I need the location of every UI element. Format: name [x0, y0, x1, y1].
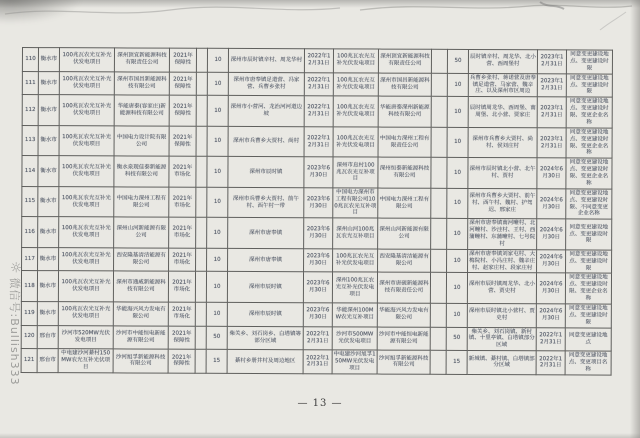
table-cell-blank2 — [430, 303, 446, 327]
table-cell-old-company: 中国电力设计院有限公司 — [114, 126, 169, 157]
table-cell-old-capacity: 10 — [207, 187, 228, 218]
table-cell-old-capacity: 10 — [207, 248, 228, 272]
table-cell-new-project: 沙河市500MW光伏发电项目 — [332, 326, 377, 350]
table-cell-new-capacity: 50 — [447, 49, 468, 73]
table-cell-new-company: 沙河市中能恒电新能源有限公司 — [377, 327, 430, 351]
table-cell-no: 120 — [21, 325, 37, 349]
table-cell-old-capacity: 10 — [207, 218, 228, 249]
table-cell-new-capacity: 10 — [447, 249, 468, 273]
table-cell-new-capacity: 15 — [446, 350, 467, 374]
table-row — [21, 271, 611, 304]
table-cell-city: 邢台市 — [37, 349, 58, 373]
table-cell-blank2 — [430, 273, 446, 304]
table-cell-old-company: 西安隆基清洁能源有限公司 — [114, 248, 169, 272]
table-cell-old-company: 深州顶宜新能源科技有限责任公司 — [114, 48, 169, 72]
table-cell-old-deadline: 2023年6月30日 — [304, 248, 333, 272]
table-cell-city: 衡水市 — [38, 95, 59, 126]
table-cell-plan-type: 2021年保障性 — [169, 126, 196, 157]
table-cell-blank2 — [430, 327, 446, 351]
scan-smudge-top-left — [0, 0, 82, 24]
table-cell-old-deadline: 2022年12月31日 — [303, 326, 332, 350]
table-cell-new-deadline: 2023年12月31日 — [537, 50, 566, 74]
table-cell-no: 117 — [22, 247, 38, 271]
table-cell-plan-type: 2021年保障性 — [169, 48, 196, 72]
table-cell-new-project: 深州山河100兆瓦农光互补项目 — [333, 218, 378, 249]
page-number: — 13 — — [297, 398, 343, 409]
table-cell-old-project: 100兆瓦农光互补光伏发电项目 — [59, 71, 114, 95]
table-cell-blank1 — [196, 48, 207, 72]
table-cell-old-capacity: 10 — [206, 302, 227, 326]
table-cell-city: 衡水市 — [38, 247, 59, 271]
table-cell-new-deadline: 2024年6月30日 — [537, 158, 566, 189]
table-cell-old-project: 100兆瓦农光互补光伏发电项目 — [59, 247, 114, 271]
table-cell-old-project: 100兆瓦农光互补光伏发电项目 — [59, 95, 114, 126]
table-cell-no: 116 — [22, 217, 38, 248]
table-cell-old-capacity: 10 — [206, 272, 227, 303]
table-cell-plan-type: 2021年保障性 — [168, 326, 195, 350]
table-cell-old-project: 100兆瓦农光互补光伏发电项目 — [59, 125, 114, 156]
table-cell-no: 112 — [22, 95, 38, 126]
table-cell-city: 衡水市 — [37, 271, 58, 302]
table-cell-city: 衡水市 — [38, 186, 59, 217]
table-cell-old-company: 沙河旭孚新能源科技有限公司 — [113, 349, 168, 373]
table-cell-new-capacity: 50 — [446, 327, 467, 351]
table-cell-blank1 — [195, 302, 206, 326]
table-cell-blank1 — [196, 157, 207, 188]
table-cell-remark: 同意变更建设地点、变更建设时限、变更企业名称 — [565, 273, 611, 304]
table-cell-blank2 — [430, 350, 446, 374]
table-cell-new-location: 柴关乡、刘石岗镇、新村镇、十里亭镇、白塔镇部分区域 — [467, 327, 536, 351]
table-cell-remark: 同意变更建设地点、变更建设时限 — [566, 50, 612, 74]
table-cell-plan-type: 2021年保障性 — [169, 95, 196, 126]
table-cell-new-company: 西安隆基清洁能源有限公司 — [378, 249, 431, 273]
table-cell-new-location: 辰时镇辛村、周龙华、北小营、西周堡村 — [468, 49, 537, 73]
table-cell-plan-type: 2021年市场化 — [168, 302, 195, 326]
table-cell-blank1 — [196, 218, 207, 249]
table-cell-blank2 — [431, 219, 447, 250]
table-cell-old-deadline: 2023年6月30日 — [303, 303, 332, 327]
table-cell-blank1 — [195, 326, 206, 350]
table-cell-new-deadline: 2023年12月31日 — [537, 73, 566, 97]
table-cell-new-location: 深州市辰时镇周龙华、北小营、贾史村 — [467, 273, 536, 304]
table-cell-no: 114 — [22, 156, 38, 187]
table-cell-blank2 — [431, 97, 447, 128]
table-cell-blank2 — [431, 249, 447, 273]
table-cell-new-company: 深州山河新能源有限公司 — [378, 218, 431, 249]
table-cell-old-project: 100兆瓦农光互补光伏发电项目 — [59, 217, 114, 248]
table-cell-blank2 — [431, 49, 447, 73]
table-cell-new-deadline: 2022年12月31日 — [536, 327, 565, 351]
table-cell-new-company: 深州市国昌新能源科技有限公司 — [378, 73, 431, 97]
table-cell-new-capacity: 10 — [447, 73, 468, 97]
table-cell-remark: 同意变更建设地点、变更建设时限 — [566, 219, 612, 250]
table-row — [22, 125, 612, 158]
table-cell-old-company: 华能海兴风力发电有限公司 — [113, 302, 168, 326]
table-cell-city: 衡水市 — [37, 301, 58, 325]
table-cell-remark: 同意变更建设地点、变更建设时限、变更企业名称 — [566, 128, 612, 159]
table-cell-new-company: 深州顶宜新能源科技有限责任公司 — [378, 49, 431, 73]
table-row — [21, 301, 611, 327]
table-cell-old-company: 衡水泉现佳泰新能源科技有限公司 — [114, 156, 169, 187]
table-cell-new-project: 中国电力深州市工程有限公司100兆瓦农光互补项目 — [333, 188, 378, 219]
table-cell-remark: 同意变更建设地点、变更建设时限 — [565, 304, 611, 328]
table-cell-new-company: 华能海兴风力发电有限公司 — [377, 303, 430, 327]
table-cell-old-location: 深州市兵曹乡大贾村、前午村、西午村一带 — [228, 187, 304, 218]
table-cell-old-project: 沙河市520MW光伏发电项目 — [58, 325, 113, 349]
table-cell-old-location: 深州市唐奉镇足道营、冯家营、兵曹乡张村 — [228, 72, 304, 96]
watermark — [6, 261, 24, 413]
table-cell-blank2 — [431, 188, 447, 219]
table-cell-no: 110 — [22, 48, 38, 72]
table-cell-plan-type: 2021年市场化 — [169, 156, 196, 187]
table-cell-new-capacity: 10 — [447, 158, 468, 189]
table-cell-old-deadline: 2023年6月30日 — [304, 218, 333, 249]
table-cell-old-capacity: 50 — [206, 326, 227, 350]
table-cell-new-location: 辰时镇周龙华、西周堡、南周堡、北小营、贾家庄 — [468, 97, 537, 128]
table-cell-remark: 同意变更建设地点 — [565, 327, 611, 351]
table-cell-old-company: 华能唐泰(容家庄)新能源科技有限公司 — [114, 95, 169, 126]
watermark-text: 微信号:Bullish333 — [8, 277, 21, 386]
table-cell-new-capacity: 10 — [447, 127, 468, 158]
table-cell-remark: 同意变更建设地点、变更建设时限 — [566, 250, 612, 274]
table-cell-old-deadline: 2022年12月31日 — [304, 126, 333, 157]
table-cell-no: 111 — [22, 71, 38, 95]
table-cell-old-project: 100兆瓦农光互补光伏发电项目 — [58, 302, 113, 326]
table-cell-old-capacity: 10 — [207, 96, 228, 127]
table-cell-new-deadline: 2024年6月30日 — [537, 249, 566, 273]
table-cell-new-location: 新城镇、綦村镇、白塔镇部分区域 — [467, 351, 536, 375]
table-cell-blank1 — [196, 187, 207, 218]
table-cell-new-capacity: 10 — [447, 219, 468, 250]
table-cell-remark: 同意变更建设地点、变更建设时限、变更企业名称 — [566, 97, 612, 128]
table-cell-new-company: 沙河旭孚新能源科技有限公司 — [377, 350, 430, 374]
table-cell-new-deadline: 2022年12月31日 — [536, 351, 565, 375]
table-cell-city: 衡水市 — [38, 71, 59, 95]
table-row — [22, 71, 612, 97]
table-cell-new-company: 深州市唐砚新能源科技有限责任公司 — [377, 272, 430, 303]
table-cell-new-deadline: 2024年6月30日 — [536, 273, 565, 304]
table-row — [22, 247, 612, 273]
table-cell-new-location: 深州市辰时镇北小营、北午村、贾村 — [468, 158, 537, 189]
table-cell-new-company: 华能唐泰深州新能源科技有限公司 — [378, 96, 431, 127]
table-cell-old-company: 中国电力深州工程有限公司 — [114, 187, 169, 218]
table-cell-blank1 — [196, 72, 207, 96]
table-cell-blank2 — [431, 127, 447, 158]
table-cell-city: 邢台市 — [37, 325, 58, 349]
table-row — [21, 325, 611, 351]
table-cell-old-capacity: 10 — [207, 126, 228, 157]
table-cell-blank1 — [196, 248, 207, 272]
table-cell-old-project: 100兆瓦农光互补光伏发电项目 — [59, 48, 114, 72]
table-cell-blank1 — [195, 272, 206, 303]
table-cell-new-project: 100兆瓦农光互补光伏发电项目 — [333, 96, 378, 127]
table-cell-new-location: 深州市唐奉镇刘家屯村、大梅院村、小冯庄村、魏辛庄村、赵家庄村、段家庄村 — [468, 249, 537, 273]
table-cell-new-location: 兵曹乡张村、蒋诺营及唐奉镇足道营、马家营、魏辛庄、以及深州市区周边 — [468, 73, 537, 97]
table-cell-new-project: 100兆瓦农光互补光伏发电项目 — [333, 127, 378, 158]
table-cell-new-location: 深州市兵曹乡大贾村、前午村、西午村、魏村、护驾迟、邢家庄 — [468, 188, 537, 219]
table-cell-new-project: 中电建沙河旭孚150MW光伏发电项目 — [332, 350, 377, 374]
table-row — [21, 349, 611, 375]
table-cell-old-location: 深州市辰时镇 — [227, 302, 303, 326]
table-cell-new-capacity: 10 — [446, 303, 467, 327]
table-row — [22, 48, 612, 74]
table-cell-remark: 同意变更建设地点、变更项目名称 — [565, 351, 611, 375]
table-cell-plan-type: 2021年市场化 — [169, 187, 196, 218]
table-row — [22, 95, 612, 128]
table-cell-city: 衡水市 — [38, 48, 59, 72]
table-cell-city: 衡水市 — [38, 125, 59, 156]
table-cell-plan-type: 2021年保障性 — [168, 349, 195, 373]
table-cell-new-deadline: 2024年6月30日 — [537, 188, 566, 219]
table-cell-new-location: 深州市唐奉镇南河疃村、北河疃村、沙洼村、王村、西蒲疃村、东蒲疃村、七号院村 — [468, 219, 537, 250]
table-cell-plan-type: 2021年市场化 — [168, 272, 195, 303]
table-cell-old-company: 深州山河新能源有限公司 — [114, 217, 169, 248]
table-cell-new-project: 华能深州100MW农光互补项目 — [332, 303, 377, 327]
table-cell-new-capacity: 10 — [447, 188, 468, 219]
table-cell-old-company: 深州市国昌新能源科技有限公司 — [114, 72, 169, 96]
table-cell-old-deadline: 2022年12月31日 — [304, 96, 333, 127]
table-cell-old-deadline: 2022年12月31日 — [304, 72, 333, 96]
table-cell-plan-type: 2021年市场化 — [169, 248, 196, 272]
table-cell-new-location: 深州市兵曹乡大贾村、尚村、侯刘庄村 — [468, 127, 537, 158]
table-cell-new-deadline: 2024年6月30日 — [537, 219, 566, 250]
table-cell-old-capacity: 10 — [207, 157, 228, 188]
table-cell-new-company: 深州恒泰新能源科技有限公司 — [378, 157, 431, 188]
table-cell-new-deadline: 2023年12月31日 — [537, 127, 566, 158]
table-cell-no: 113 — [22, 125, 38, 156]
table-cell-old-company: 沙河市中能恒电新能源有限公司 — [113, 325, 168, 349]
table-cell-old-deadline: 2023年6月30日 — [304, 157, 333, 188]
table-cell-old-location: 深州市辰时镇 — [227, 272, 303, 303]
table-cell-new-capacity: 10 — [446, 273, 467, 304]
table-cell-no: 119 — [21, 301, 37, 325]
scan-edge-shadow-top — [0, 0, 640, 8]
table-cell-new-project: 深州市息村100兆瓦农光互补项目 — [333, 157, 378, 188]
scan-edge-shadow-right — [630, 0, 640, 438]
table-cell-no: 115 — [22, 186, 38, 217]
table-cell-old-company: 深州市通威新能源科技有限公司 — [113, 271, 168, 302]
table-cell-new-project: 100兆瓦农光互补光伏发电项目 — [333, 72, 378, 96]
table-cell-remark: 同意变更建设地点、变更建设时限 — [566, 74, 612, 98]
table-cell-blank1 — [196, 96, 207, 127]
table-cell-old-deadline: 2023年6月30日 — [303, 272, 332, 303]
project-change-table — [21, 47, 613, 375]
table-cell-plan-type: 2021年市场化 — [169, 217, 196, 248]
table-cell-old-project: 100兆瓦农光互补光伏发电项目 — [58, 271, 113, 302]
watermark-logo-icon: ☼ — [7, 261, 23, 275]
table-cell-old-capacity: 10 — [207, 48, 228, 72]
table-cell-old-deadline: 2023年6月30日 — [304, 187, 333, 218]
table-cell-new-capacity: 10 — [447, 97, 468, 128]
table-cell-new-deadline: 2023年12月31日 — [537, 97, 566, 128]
table-cell-old-project: 100兆瓦农光互补光伏发电项目 — [59, 186, 114, 217]
table-cell-old-location: 柴关乡、刘石岗乡、白塔镇等部分区域 — [227, 326, 303, 350]
table-cell-blank1 — [195, 349, 206, 373]
table-cell-old-location: 深州市小营河、龙治河河道边坡 — [228, 96, 304, 127]
table-row — [22, 156, 612, 189]
table-cell-new-company: 中国电力深州工程有限公司 — [378, 188, 431, 219]
table-cell-blank2 — [431, 158, 447, 189]
table-cell-old-capacity: 10 — [207, 72, 228, 96]
table-cell-city: 衡水市 — [38, 156, 59, 187]
table-cell-no: 118 — [21, 271, 37, 302]
table-cell-old-deadline: 2022年12月31日 — [304, 49, 333, 73]
table-cell-old-location: 深州市辰时镇 — [228, 157, 304, 188]
table-row — [22, 186, 612, 219]
table-cell-new-project: 100兆瓦农光互补光伏发电项目 — [333, 49, 378, 73]
table-cell-new-location: 深州市辰时镇北小营村、贾史村 — [467, 303, 536, 327]
table-cell-new-deadline: 2024年6月30日 — [536, 304, 565, 328]
table-cell-old-deadline: 2022年12月31日 — [303, 350, 332, 374]
table-cell-remark: 同意变更建设地点、变更建设时限、不同意变更企业名称 — [566, 189, 612, 220]
table-cell-blank1 — [196, 126, 207, 157]
table-cell-old-location: 深州市唐奉镇 — [228, 248, 304, 272]
table-cell-no: 121 — [21, 349, 37, 373]
table-cell-old-location: 綦村乡册井村及周边地区 — [227, 350, 303, 374]
table-cell-blank2 — [431, 73, 447, 97]
table-cell-old-location: 深州市兵曹乡大贾村、尚村 — [228, 126, 304, 157]
table-cell-new-company: 中国电力深州工程有限责任公司 — [378, 127, 431, 158]
table-cell-remark: 同意变更建设地点、变更建设时限、变更企业名称 — [566, 158, 612, 189]
table-cell-old-project: 100兆瓦农光互补光伏发电项目 — [59, 156, 114, 187]
table-cell-old-capacity: 15 — [206, 349, 227, 373]
table-cell-old-location: 深州市辰时镇辛村、周龙华村 — [228, 48, 304, 72]
table-cell-plan-type: 2021年保障性 — [169, 72, 196, 96]
table-cell-old-project: 中电建沙河綦村150MW农光互补光伏项目 — [58, 349, 113, 373]
table-cell-new-project: 100兆瓦农光互补光伏发电项目 — [333, 249, 378, 273]
table-cell-city: 衡水市 — [38, 217, 59, 248]
table-cell-old-location: 深州市唐奉镇 — [228, 218, 304, 249]
table-row — [22, 217, 612, 250]
table-cell-new-project: 深州100兆瓦农光互补光伏发电项目 — [332, 272, 377, 303]
scan-edge-shadow-bottom — [0, 433, 640, 438]
